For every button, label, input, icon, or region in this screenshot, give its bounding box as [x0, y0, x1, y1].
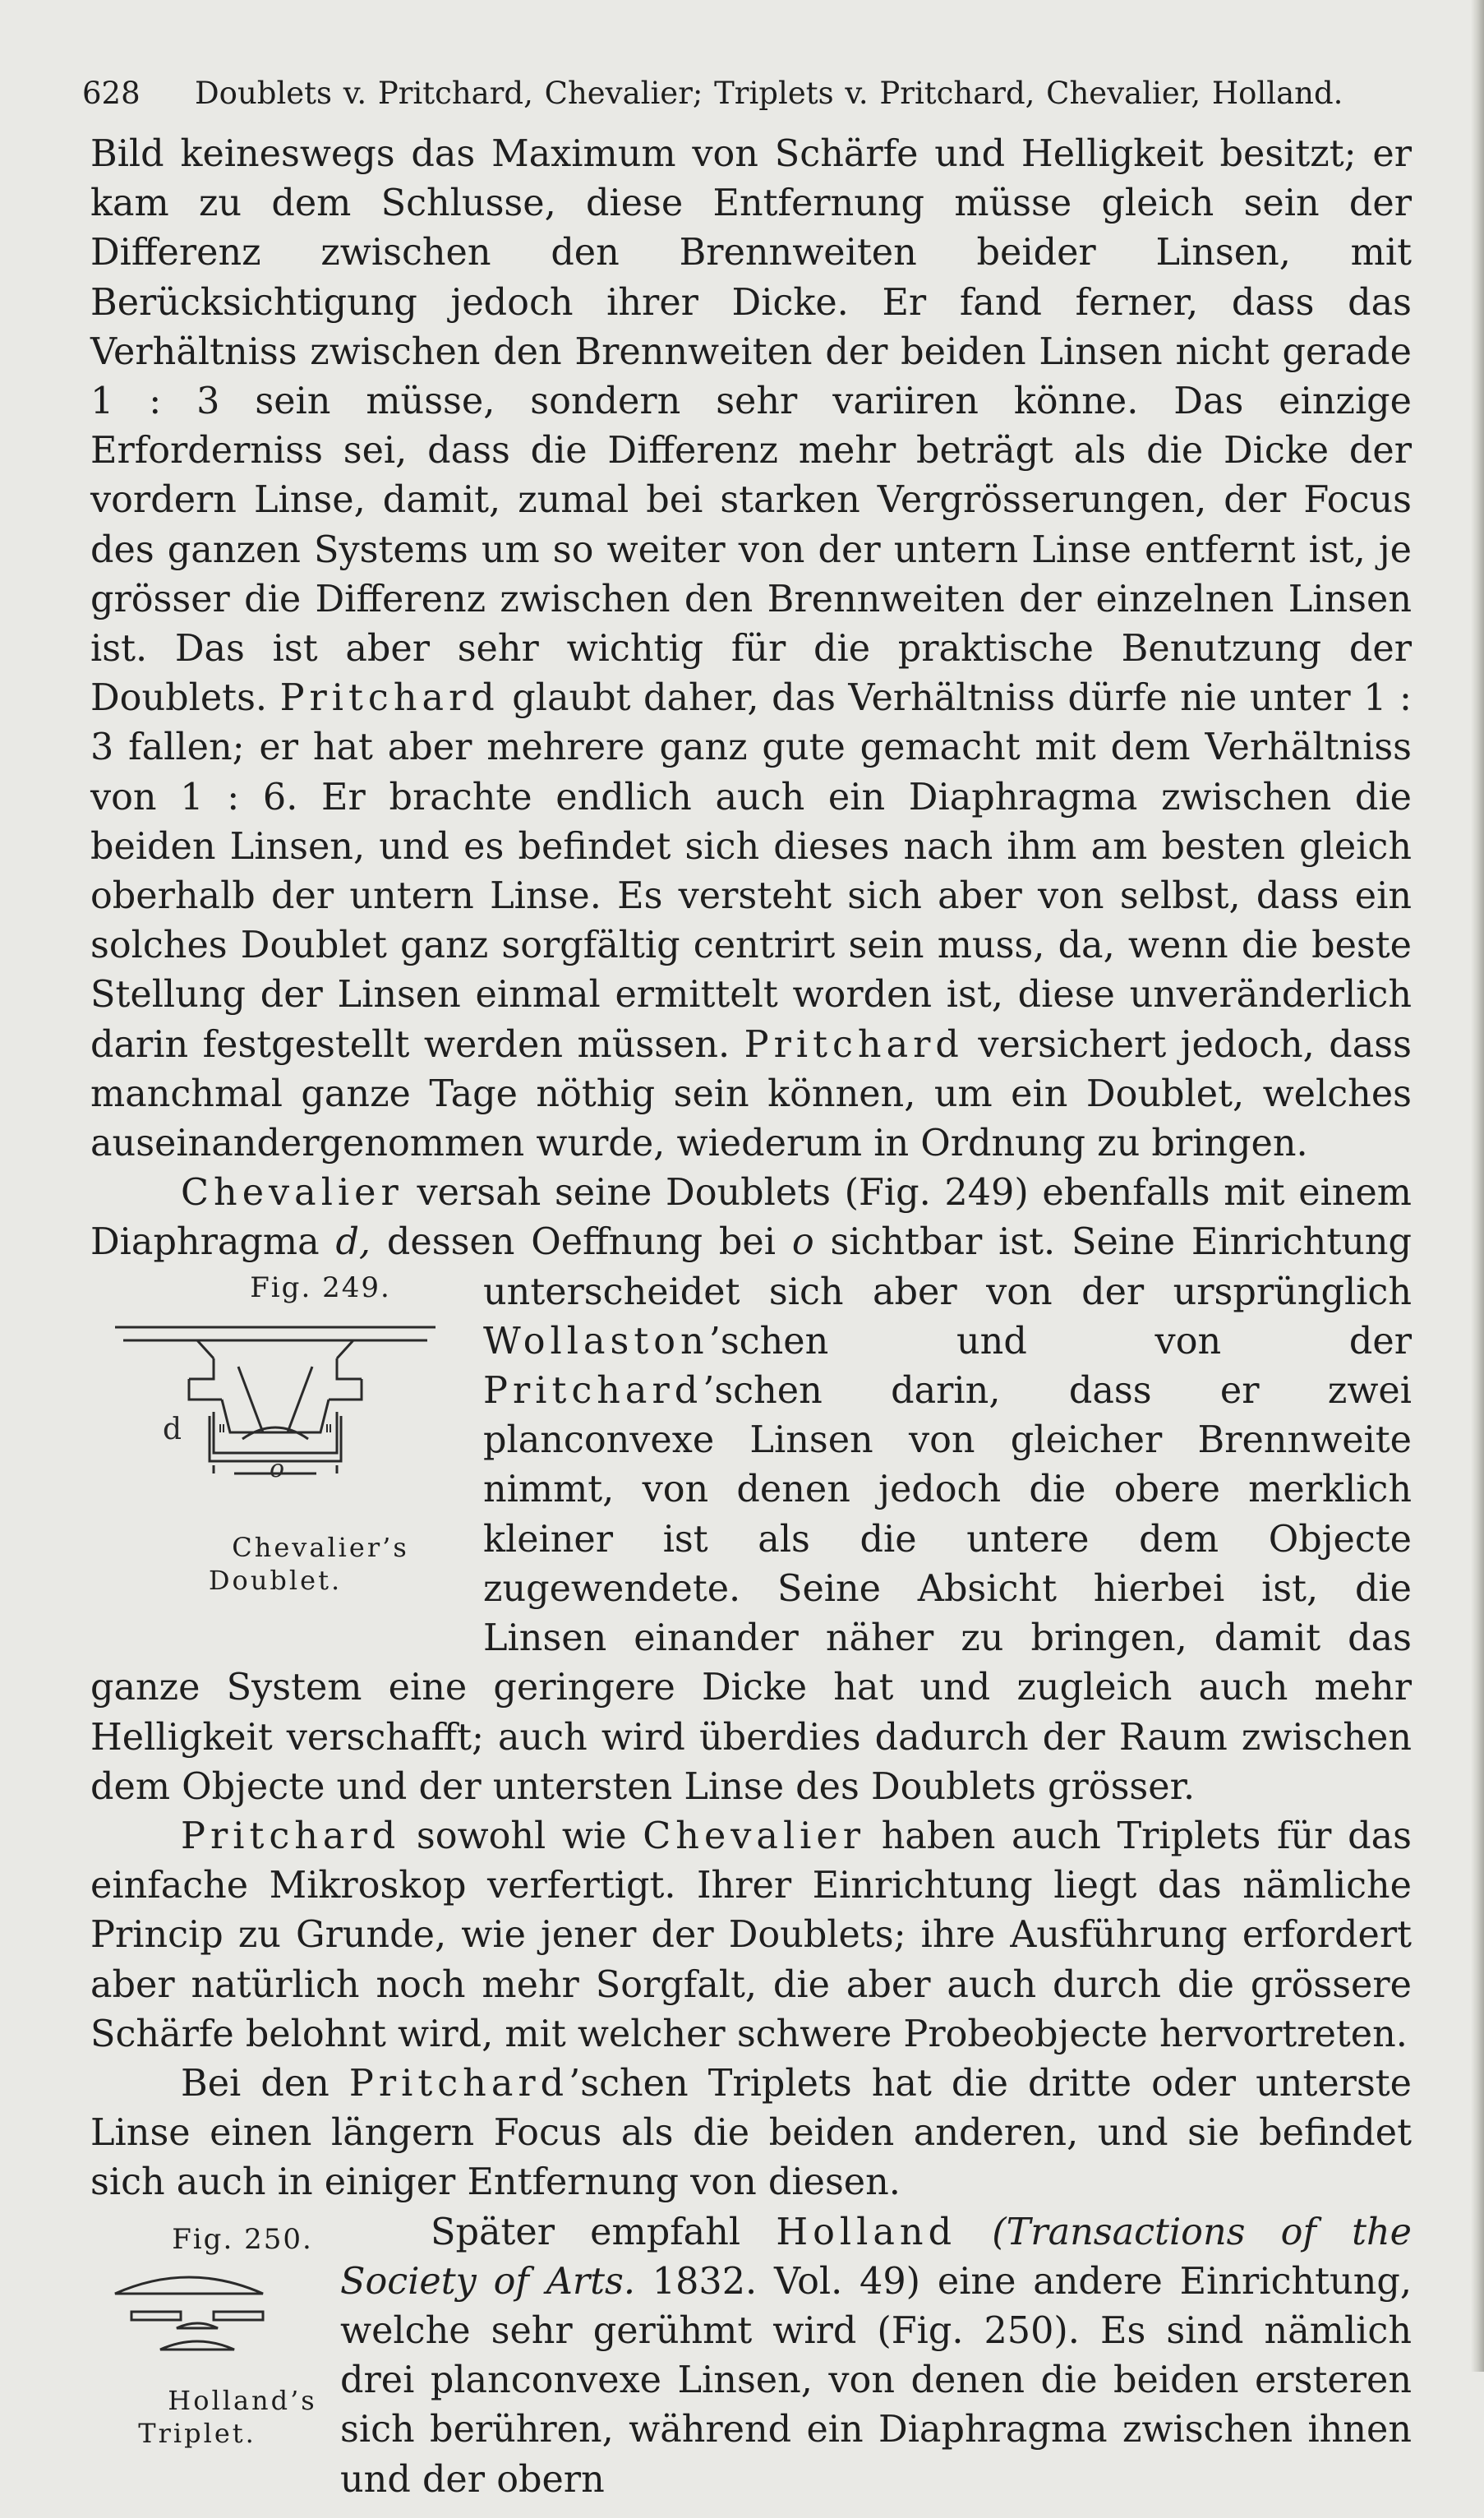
paragraph-5: Fig. 250. Holland’s Triplet. Später empfahl Holland (Transactions of the Society of Arts. 1832. Vol. 49) eine andere Einrichtung, welche sehr gerühmt wird (Fig. 250). Es sind nämlich drei planconvexe Linsen, von denen die beiden ersteren sich berühren, während ein Diaphragma zwischen ihnen und der obern: [90, 2208, 1412, 2505]
figure-label: Fig. 250.: [172, 2222, 313, 2256]
paragraph-1: Bild keineswegs das Maximum von Schärfe und Helligkeit besitzt; er kam zu dem Schlusse, diese Entfernung müsse gleich sein der Differenz zwischen den Brennweiten beider Linsen, mit Berücksichtigung jedoch ihrer Dicke. Er fand ferner, dass das Verhältniss zwischen den Brennweiten der beiden Linsen nicht gerade 1 : 3 sein müsse, sondern sehr variiren könne. Das einzige Erforderniss sei, dass die Differenz mehr beträgt als die Dicke der vordern Linse, damit, zumal bei starken Vergrösserungen, der Focus des ganzen Systems um so weiter von der untern Linse entfernt ist, je grösser die Differenz zwischen den Brennweiten der einzelnen Linsen ist. Das ist aber sehr wichtig für die praktische Benutzung der Doublets. Pritchard glaubt daher, das Verhältniss dürfe nie unter 1 : 3 fallen; er hat aber mehrere ganz gute gemacht mit dem Verhältniss von 1 : 6. Er brachte endlich auch ein Diaphragma zwischen die beiden Linsen, und es befindet sich dieses nach ihm am besten gleich oberhalb der untern Linse. Es versteht sich aber von selbst, dass ein solches Doublet ganz sorgfältig centrirt sein muss, da, wenn die beste Stellung der Linsen einmal ermittelt worden ist, diese unveränderlich darin festgestellt werden müssen. Pritchard versichert jedoch, dass manchmal ganze Tage nöthig sein können, um ein Doublet, welches auseinandergenommen wurde, wiederum in Ordnung zu bringen.: [90, 133, 1412, 1165]
name-pritchard: Pritchard: [348, 2062, 569, 2105]
paragraph-2: Chevalier versah seine Doublets (Fig. 249) ebenfalls mit einem Diaphragma d, dessen Oeffnung bei o sichtbar ist. Seine Einrichtung unterscheidet sich aber von der ursprünglich Fig. 249. d o Chevalier’s Doublet. Wollaston’schen und von der Pritchard’schen darin, dass er zwei planconvexe Linsen von gleicher Brennweite nimmt, von denen jedoch die obere merklich kleiner ist als die untere dem Objecte zugewendete. Seine Absicht hierbei ist, die Linsen einander näher zu bringen, damit das ganze System eine geringere Dicke hat und zugleich auch mehr Helligkeit verschafft; auch wird überdies dadurch der Raum zwischen dem Objecte und der untersten Linse des Doublets grösser.: [90, 1172, 1413, 1808]
paragraph-3: Pritchard sowohl wie Chevalier haben auch Triplets für das einfache Mikroskop verfertigt. Ihrer Einrichtung liegt das nämliche Princip zu Grunde, wie jener der Doublets; ihre Ausführung erfordert aber natürlich noch mehr Sorgfalt, die aber auch durch die grössere Schärfe belohnt wird, mit welcher schwere Probeobjecte hervortreten.: [90, 1815, 1412, 2055]
name-chevalier: Chevalier: [181, 1172, 403, 1215]
opening-letter-o: o: [270, 1454, 285, 1483]
figure-label: Fig. 249.: [250, 1271, 391, 1304]
page-header: [82, 64, 1422, 122]
body-text: [90, 130, 1412, 2518]
name-chevalier: Chevalier: [643, 1815, 866, 1857]
name-pritchard: Pritchard: [279, 677, 500, 720]
figure-caption: Holland’s Triplet.: [138, 2384, 317, 2449]
paragraph-4: Bei den Pritchard’schen Triplets hat die dritte oder unterste Linse einen längern Focus als die beiden anderen, und sie befindet sich auch in einiger Entfernung von diesen.: [90, 2062, 1412, 2204]
name-wollaston: Wollaston: [483, 1320, 709, 1363]
name-pritchard: Pritchard: [483, 1370, 703, 1413]
page-edge: [1471, 0, 1484, 2372]
running-title: Doublets v. Pritchard, Chevalier; Triplets v. Pritchard, Chevalier, Holland.: [195, 76, 1343, 111]
name-pritchard: Pritchard: [181, 1815, 401, 1857]
diaphragma-letter-d: d: [163, 1412, 182, 1446]
name-pritchard: Pritchard: [744, 1023, 964, 1066]
figure-caption: Chevalier’s Doublet.: [208, 1531, 409, 1596]
figure-249: [90, 1266, 460, 1659]
page-number: 628: [82, 76, 141, 111]
figure-250: [74, 2218, 320, 2518]
triplet-diagram: [90, 2261, 304, 2376]
name-holland: Holland: [776, 2211, 957, 2253]
reference-transactions: (Transactions of the Society of Arts.: [340, 2211, 1412, 2303]
doublet-diagram: [90, 1309, 460, 1515]
